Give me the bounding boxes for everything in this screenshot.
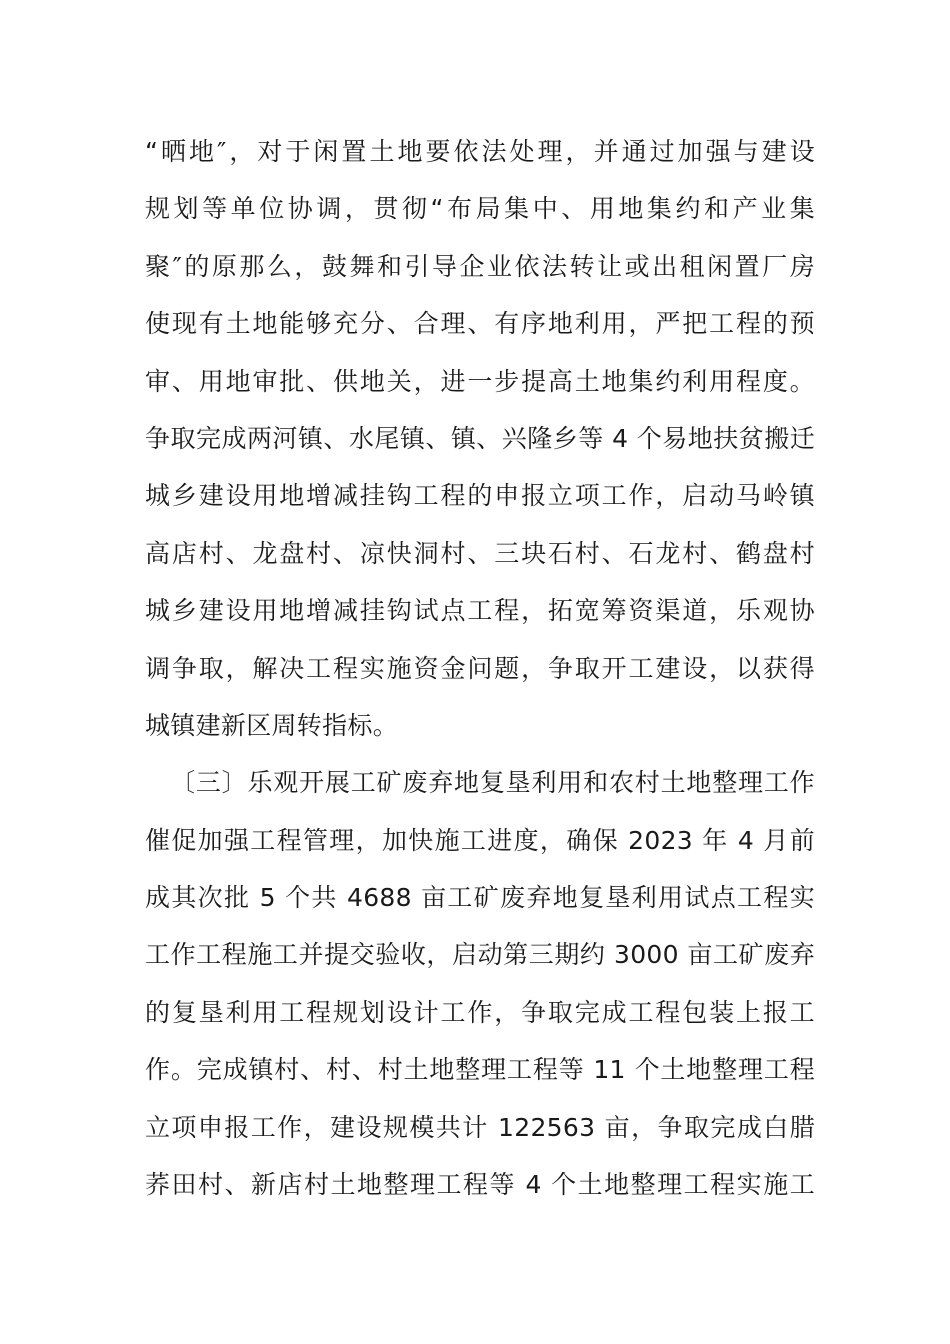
text-line-19: 荞田村、新店村土地整理工程等 4 个土地整理工程实施工 [145,1170,815,1200]
text-line-8: 高店村、龙盘村、凉快洞村、三块石村、石龙村、鹤盘村 [145,538,815,568]
text-line-2: 规划等单位协调，贯彻“布局集中、用地集约和产业集 [145,194,815,224]
text-line-5: 审、用地审批、供地关，进一步提高土地集约利用程度。 [145,366,815,396]
text-line-14: 成其次批 5 个共 4688 亩工矿废弃地复垦利用试点工程实 [145,883,815,913]
text-line-1: “晒地″，对于闲置土地要依法处理，并通过加强与建设 [145,137,815,166]
text-line-15: 工作工程施工并提交验收，启动第三期约 3000 亩工矿废弃 [145,940,815,970]
text-line-3: 聚″的原那么，鼓舞和引导企业依法转让或出租闲置厂房 [145,251,815,281]
section-heading: 〔三〕乐观开展工矿废弃地复垦利用和农村土地整理工作 [170,768,815,798]
text-line-10: 调争取，解决工程实施资金问题，争取开工建设，以获得 [145,653,815,683]
text-line-6: 争取完成两河镇、水尾镇、镇、兴隆乡等 4 个易地扶贫搬迁 [145,423,815,453]
text-line-17: 作。完成镇村、村、村土地整理工程等 11 个土地整理工程 [145,1055,815,1085]
text-line-18: 立项申报工作，建设规模共计 122563 亩，争取完成白腊 [145,1112,815,1142]
text-line-13: 催促加强工程管理，加快施工进度，确保 2023 年 4 月前 [145,825,815,855]
text-line-9: 城乡建设用地增减挂钩试点工程，拓宽筹资渠道，乐观协 [145,596,815,626]
text-line-7: 城乡建设用地增减挂钩工程的申报立项工作，启动马岭镇 [145,481,815,511]
text-line-16: 的复垦利用工程规划设计工作，争取完成工程包装上报工 [145,997,815,1027]
body-text [145,123,815,1213]
text-line-4: 使现有土地能够充分、合理、有序地利用，严把工程的预 [145,309,815,339]
text-line-11: 城镇建新区周转指标。 [145,710,399,740]
